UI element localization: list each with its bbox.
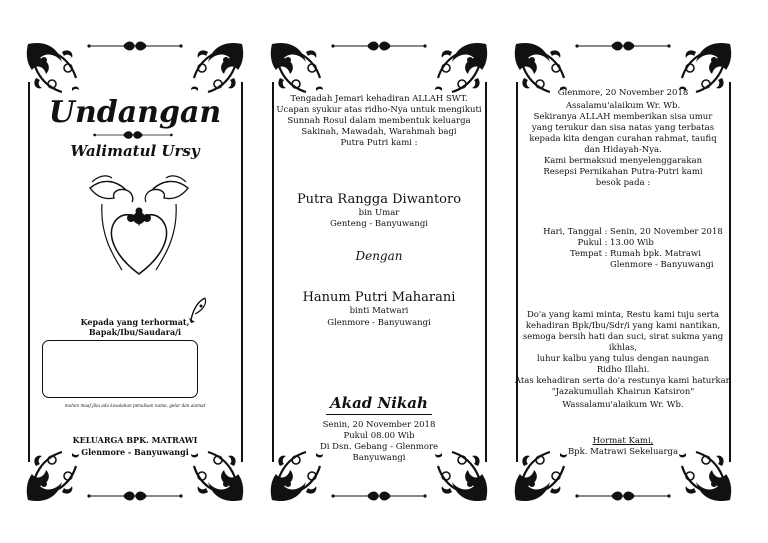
- akad-place: Di Dsn. Gebang - Glenmore: [319, 442, 439, 452]
- detail-label: Tempat: [569, 249, 602, 259]
- opening-paragraph: [510, 112, 736, 189]
- divider-flourish-icon: [575, 40, 671, 52]
- detail-row-place: [520, 249, 732, 260]
- flourish-corner-icon: [432, 38, 492, 98]
- akad-title: Akad Nikah: [330, 394, 428, 412]
- closing-line: kehadiran Bpk/Ibu/Sdr/i yang kami nantikan,: [525, 321, 721, 331]
- akad-underline: [326, 414, 432, 415]
- recipient-address-box: [42, 340, 198, 398]
- akad-date: Senin, 20 November 2018: [322, 420, 436, 430]
- signatory: Bpk. Matrawi Sekeluarga: [567, 447, 679, 457]
- opening-line: Kami bermaksud menyelenggarakan: [543, 156, 703, 166]
- detail-row-day: [520, 227, 732, 238]
- recipient-salutation: Bapak/Ibu/Saudara/i: [88, 327, 182, 337]
- detail-label: Pukul: [577, 238, 602, 248]
- apology-note: mohon maaf jika ada kesalahan penulisan nama, gelar dan alamat: [64, 403, 206, 408]
- detail-row-place-cont: [520, 260, 732, 271]
- opening-paragraph: [266, 94, 492, 149]
- detail-separator: :: [604, 249, 608, 259]
- opening-line: Sakinah, Mawadah, Warahmah bagi: [301, 127, 457, 137]
- middle-panel: [266, 38, 492, 506]
- divider-flourish-icon: [331, 40, 427, 52]
- closing-line: Atas kehadiran serta do'a restunya kami haturkan: [514, 376, 732, 386]
- recipient-heading: Kepada yang terhormat,: [80, 317, 190, 327]
- place-date: Glenmore, 20 November 2018: [557, 88, 689, 98]
- cover-panel: [22, 38, 248, 506]
- closing-line: luhur kalbu yang tulus dengan naungan: [536, 354, 710, 364]
- opening-line: besok pada :: [595, 178, 651, 188]
- closing-line: Do'a yang kami minta, Restu kami tuju serta: [526, 310, 720, 320]
- bride-name: Hanum Putri Maharani: [302, 290, 456, 305]
- opening-line: Ucapan syukur atas ridho-Nya untuk mengikuti: [276, 105, 482, 115]
- groom-address: Genteng - Banyuwangi: [330, 219, 428, 229]
- akad-city: Banyuwangi: [352, 453, 406, 463]
- regards: Hormat Kami,: [592, 436, 654, 446]
- closing-paragraph: [510, 310, 736, 398]
- opening-line: Resepsi Pernikahan Putra-Putri kami: [543, 167, 703, 177]
- detail-label: Hari, Tanggal: [543, 227, 602, 237]
- akad-time: Pukul 08.00 Wib: [343, 431, 415, 441]
- inner-panel: [510, 38, 736, 506]
- divider-flourish-icon: [331, 490, 427, 502]
- bride-address: Glenmore - Banyuwangi: [327, 318, 431, 328]
- greeting: Assalamu'alaikum Wr. Wb.: [565, 101, 681, 111]
- detail-value: Rumah bpk. Matrawi: [610, 249, 701, 259]
- opening-line: Sunnah Rosul dalam membentuk keluarga: [287, 116, 471, 126]
- bride-father: binti Matwari: [349, 306, 409, 316]
- closing-line: Ridho Illahi.: [596, 365, 650, 375]
- closing-line: semoga bersih hati dan suci, sirat sukma yang ikhlas,: [522, 332, 724, 353]
- flourish-corner-icon: [188, 38, 248, 98]
- groom-name: Putra Rangga Diwantoro: [296, 192, 462, 207]
- opening-line: dan Hidayah-Nya.: [584, 145, 662, 155]
- doves-heart-icon: [82, 174, 196, 280]
- flourish-corner-icon: [266, 38, 326, 98]
- detail-separator: :: [604, 227, 608, 237]
- detail-value: 13.00 Wib: [610, 238, 654, 248]
- divider-flourish-icon: [575, 490, 671, 502]
- event-details: [520, 227, 732, 271]
- opening-line: Sekiranya ALLAH memberikan sisa umur: [533, 112, 713, 122]
- divider-flourish-icon: [87, 40, 183, 52]
- opening-line: yang terukur dan sisa natas yang terbatas: [531, 123, 715, 133]
- invitation-title: Undangan: [48, 95, 222, 130]
- divider-flourish-icon: [85, 130, 181, 140]
- opening-line: Putra Putri kami :: [340, 138, 418, 148]
- flourish-corner-icon: [22, 38, 82, 98]
- connector-text: Dengan: [355, 249, 403, 263]
- family-name: KELUARGA BPK. MATRAWI: [72, 435, 198, 445]
- detail-value: Glenmore - Banyuwangi: [610, 260, 714, 270]
- detail-row-time: [520, 238, 732, 249]
- invitation-subtitle: Walimatul Ursy: [70, 142, 200, 160]
- opening-line: Tengadah Jemari kehadiran ALLAH SWT.: [290, 94, 468, 104]
- farewell: Wassalamu'alaikum Wr. Wb.: [562, 400, 684, 410]
- family-address: Glenmore - Banyuwangi: [81, 447, 189, 457]
- groom-father: bin Umar: [358, 208, 400, 218]
- divider-flourish-icon: [87, 490, 183, 502]
- closing-line: "Jazakumullah Khairun Katsiron": [551, 387, 695, 397]
- detail-separator: :: [604, 238, 608, 248]
- detail-value: Senin, 20 November 2018: [610, 227, 723, 237]
- opening-line: kepada kita dengan curahan rahmat, taufiq: [529, 134, 717, 144]
